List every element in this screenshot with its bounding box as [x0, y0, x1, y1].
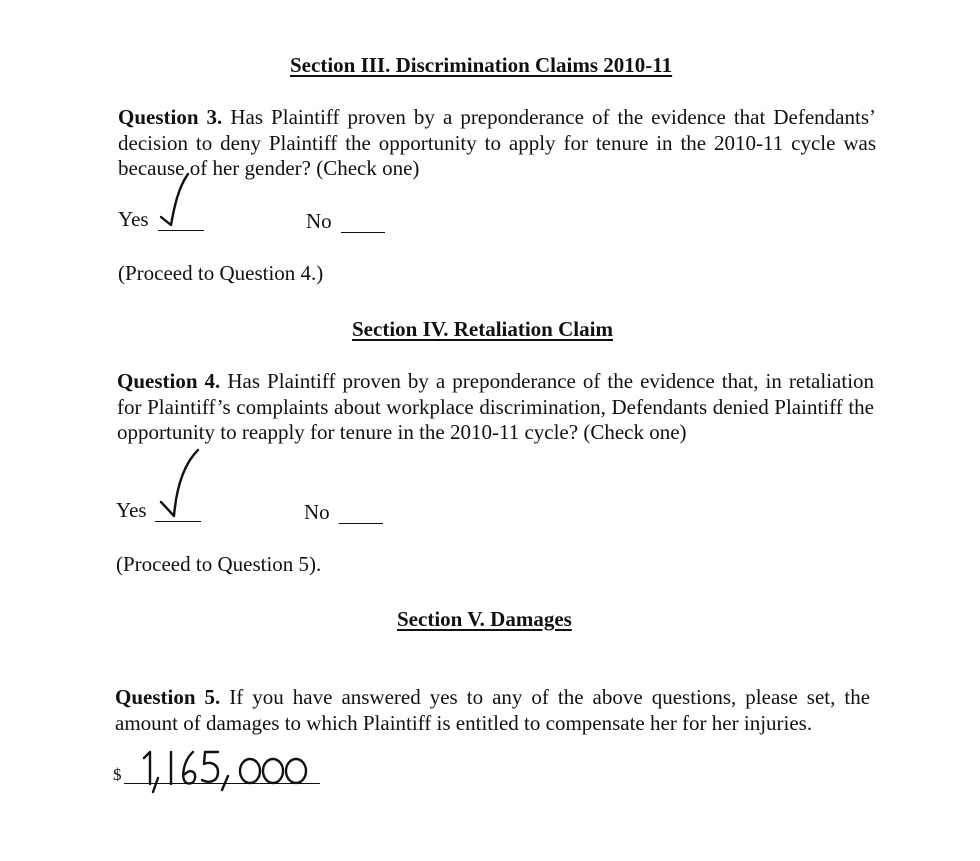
q3-yes-label: Yes — [118, 207, 149, 231]
damages-amount-handwriting — [138, 744, 318, 796]
q4-proceed-note: (Proceed to Question 5). — [116, 552, 322, 576]
section-5-heading: Section V. Damages — [397, 607, 572, 631]
q3-yes-blank[interactable] — [158, 230, 204, 231]
q4-no-label: No — [304, 500, 330, 524]
q3-proceed-note: (Proceed to Question 4.) — [118, 261, 324, 285]
question-5-text: If you have answered yes to any of the above questions, please set, the amount of damages to which Plaintiff is entitled to compensate her for her injuries. — [115, 685, 871, 735]
question-4 — [117, 369, 874, 446]
section-3-heading: Section III. Discrimination Claims 2010-11 — [290, 53, 673, 77]
q4-yes-label: Yes — [116, 498, 147, 522]
q3-no-label: No — [306, 209, 332, 233]
question-5 — [115, 685, 870, 736]
question-4-text: Has Plaintiff proven by a preponderance of the evidence that, in retaliation for Plaintiff’s complaints about workplace discrimination, Defendants denied Plaintiff the opportunity to reapply for tenure in the 2010-11 cycle? (Check one) — [117, 369, 875, 444]
question-5-label: Question 5. — [115, 685, 221, 709]
question-3-text: Has Plaintiff proven by a preponderance of the evidence that Defendants’ decision to deny Plaintiff the opportunity to apply for tenure in the 2010-11 cycle was because of her gender? (Check one) — [118, 105, 876, 180]
q3-no-blank[interactable] — [341, 232, 385, 233]
question-4-label: Question 4. — [117, 369, 221, 393]
q3-yes-checkmark-icon — [158, 168, 198, 230]
damages-currency-symbol: $ — [113, 765, 122, 784]
q4-yes-checkmark-icon — [158, 444, 204, 522]
question-3 — [118, 105, 876, 182]
question-3-label: Question 3. — [118, 105, 223, 129]
q4-no-blank[interactable] — [339, 523, 383, 524]
section-4-heading: Section IV. Retaliation Claim — [352, 317, 613, 341]
